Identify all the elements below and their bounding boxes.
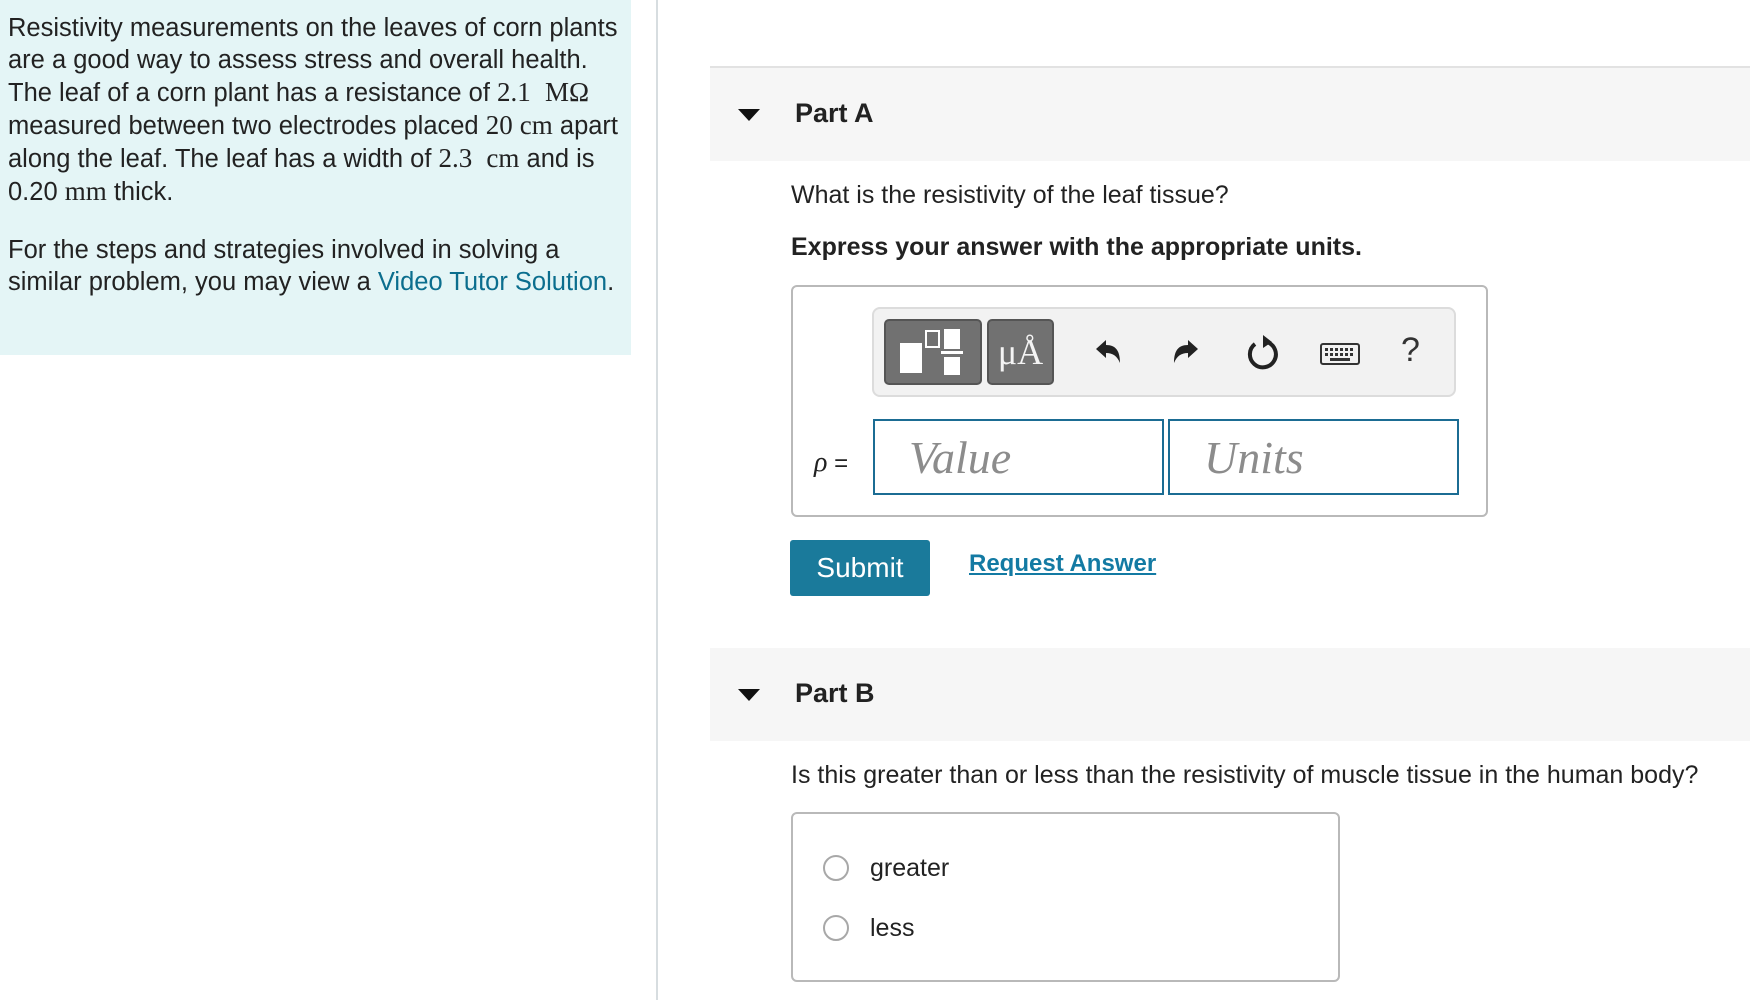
keyboard-icon: [1318, 331, 1362, 375]
templates-button[interactable]: [884, 319, 982, 385]
problem-text-part: and is 0.20: [8, 145, 595, 206]
reset-button[interactable]: [1241, 331, 1285, 375]
request-answer-link[interactable]: Request Answer: [969, 550, 1157, 577]
column-divider: [656, 0, 658, 1000]
resistance-unit: MΩ: [544, 77, 590, 107]
resistance-value: 2.1: [497, 77, 531, 107]
redo-icon: [1164, 331, 1208, 375]
width-value: 2.3: [438, 143, 473, 173]
part-a-header[interactable]: [710, 66, 1750, 161]
radio-button[interactable]: [823, 915, 849, 941]
option-label: greater: [870, 853, 950, 882]
help-icon[interactable]: ?: [1401, 331, 1420, 369]
distance-unit: cm: [519, 110, 553, 140]
units-button[interactable]: [987, 319, 1054, 385]
problem-text: [8, 12, 623, 208]
video-tutor-text: For the steps and strategies involved in solving a similar problem, you may view a: [8, 236, 560, 296]
part-a-question: What is the resistivity of the leaf tissue?: [791, 181, 1229, 209]
part-a-title: Part A: [795, 98, 874, 128]
submit-button[interactable]: Submit: [790, 540, 930, 596]
redo-button[interactable]: [1164, 331, 1208, 375]
problem-text-part: measured between two electrodes placed: [8, 112, 486, 140]
undo-icon: [1086, 331, 1130, 375]
problem-text-part: Resistivity measurements on the leaves of corn plants are a good way to assess stress and overall health. The leaf of a corn plant has a resistance of: [8, 14, 618, 107]
units-icon: μÅ: [997, 332, 1044, 372]
thickness-unit: mm: [64, 176, 107, 206]
equals-sign: =: [827, 450, 849, 477]
rho-symbol: ρ: [814, 447, 828, 478]
math-toolbar: [872, 307, 1456, 397]
collapse-caret-icon[interactable]: [738, 109, 760, 121]
rho-label: [814, 447, 848, 479]
part-b-question: Is this greater than or less than the resistivity of muscle tissue in the human body?: [791, 761, 1699, 789]
option-label: less: [870, 913, 915, 942]
choice-box: [791, 812, 1340, 982]
width-unit: cm: [486, 143, 520, 173]
collapse-caret-icon[interactable]: [738, 689, 760, 701]
radio-button[interactable]: [823, 855, 849, 881]
part-a-instruction: Express your answer with the appropriate units.: [791, 233, 1362, 261]
undo-button[interactable]: [1086, 331, 1130, 375]
problem-text-part: apart along the leaf. The leaf has a width of: [8, 112, 619, 173]
distance-value: 20: [485, 110, 513, 140]
reset-icon: [1241, 331, 1285, 375]
option-less[interactable]: [823, 910, 914, 946]
value-input[interactable]: Value: [873, 419, 1164, 495]
part-b-header[interactable]: [710, 648, 1750, 741]
video-tutor-link[interactable]: Video Tutor Solution: [377, 268, 608, 296]
option-greater[interactable]: [823, 850, 949, 886]
units-input[interactable]: Units: [1168, 419, 1459, 495]
templates-icon: [886, 321, 980, 383]
video-tutor-paragraph: [8, 234, 623, 298]
video-tutor-period: .: [607, 268, 615, 296]
part-b-title: Part B: [795, 678, 875, 708]
keyboard-button[interactable]: [1318, 331, 1362, 375]
answer-box: [791, 285, 1488, 517]
problem-statement: [0, 0, 631, 355]
problem-text-part: thick.: [106, 178, 174, 206]
